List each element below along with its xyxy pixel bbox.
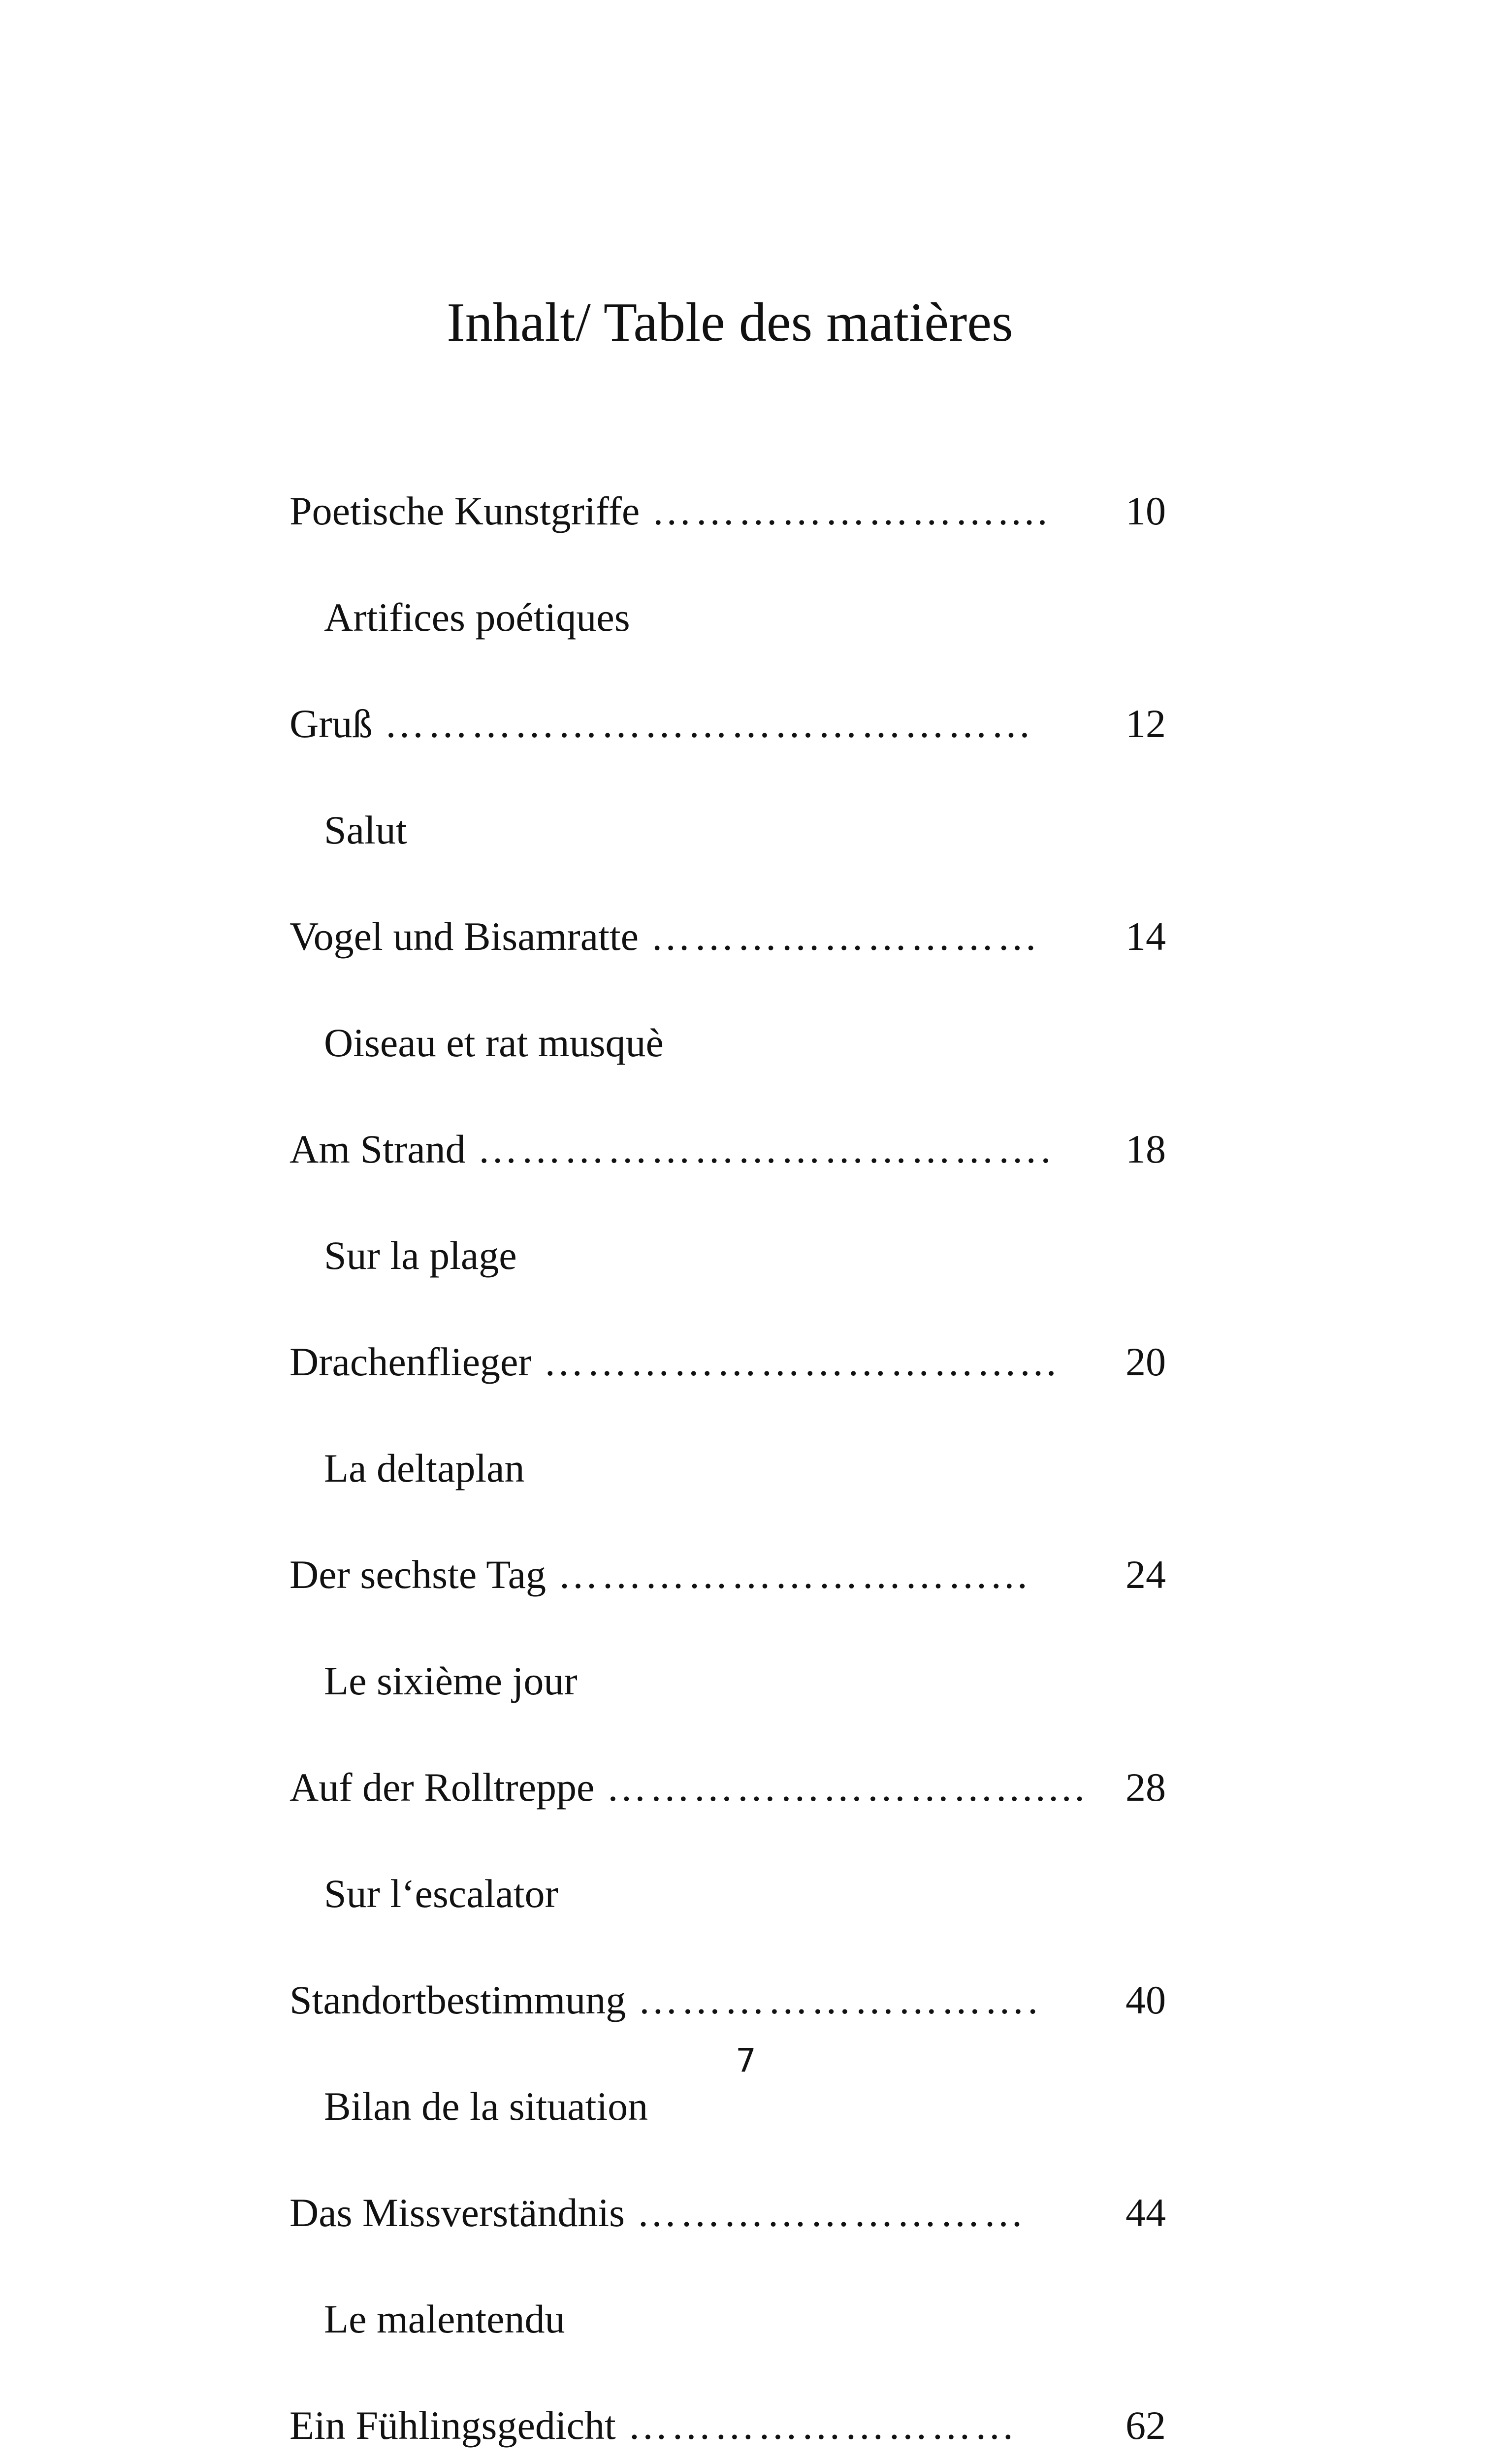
toc-leader-dots: ………………………....... [606, 1765, 1088, 1810]
toc-leader-dots: ……………………………... [543, 1339, 1060, 1384]
toc-subtitle: La deltaplan [324, 1446, 525, 1490]
toc-line [290, 458, 1166, 564]
toc-entry [290, 671, 1166, 883]
toc-subtitle: Le sixième jour [324, 1658, 578, 1703]
toc-page-number: 20 [1126, 1339, 1166, 1384]
toc-title: Vogel und Bisamratte [290, 914, 639, 959]
toc-title: Drachenflieger [290, 1339, 532, 1384]
toc-page-number: 24 [1126, 1552, 1166, 1597]
toc-line [290, 1096, 1166, 1202]
toc-entry [290, 1096, 1166, 1309]
toc-subtitle: Artifices poétiques [324, 595, 630, 640]
toc-line [290, 1522, 1166, 1628]
toc-title: Standortbestimmung [290, 1977, 626, 2022]
toc-subtitle: Sur l‘escalator [324, 1871, 558, 1916]
toc-line [290, 2372, 1166, 2462]
toc-entry [290, 1734, 1166, 1947]
toc-title: Am Strand [290, 1127, 466, 1171]
toc-subtitle: Sur la plage [324, 1233, 517, 1278]
toc-leader-dots: ………………………. [638, 1977, 1041, 2022]
toc-page-number: 18 [1126, 1127, 1166, 1171]
toc-line [290, 1734, 1166, 1841]
toc-subtitle: Oiseau et rat musquè [324, 1020, 664, 1065]
toc-page-number: 40 [1126, 1977, 1166, 2022]
toc-entry [290, 1309, 1166, 1522]
toc-leader-dots: …………………………... [558, 1552, 1030, 1597]
toc-subtitle: Salut [324, 808, 407, 852]
toc-entry [290, 883, 1166, 1096]
toc-leader-dots: ……………………… [637, 2190, 1027, 2235]
table-of-contents [290, 458, 1166, 2462]
toc-title: Der sechste Tag [290, 1552, 546, 1597]
page-number: 7 [736, 2041, 756, 2079]
toc-entry [290, 1522, 1166, 1734]
toc-leader-dots: …………………………………. [477, 1127, 1054, 1171]
toc-subtitle: Bilan de la situation [324, 2084, 648, 2129]
toc-page-number: 44 [1126, 2190, 1166, 2235]
toc-title: Auf der Rolltreppe [290, 1765, 595, 1810]
toc-page-number: 10 [1126, 488, 1166, 533]
toc-line [290, 1309, 1166, 1415]
toc-entry [290, 2372, 1166, 2462]
toc-page-number: 28 [1126, 1765, 1166, 1810]
toc-entry [290, 458, 1166, 671]
toc-title: Poetische Kunstgriffe [290, 488, 640, 533]
toc-subtitle: Le malentendu [324, 2297, 565, 2341]
toc-line [290, 671, 1166, 777]
toc-line [290, 883, 1166, 990]
toc-line [290, 1947, 1166, 2053]
page-title: Inhalt/ Table des matières [447, 292, 1013, 353]
toc-leader-dots: …………………….... [651, 488, 1051, 533]
toc-entry [290, 2160, 1166, 2372]
toc-leader-dots: ……………………… [650, 914, 1041, 959]
toc-page-number: 12 [1126, 701, 1166, 746]
toc-leader-dots: ……………………………………… [384, 701, 1034, 746]
toc-page-number: 14 [1126, 914, 1166, 959]
toc-title: Gruß [290, 701, 373, 746]
toc-page-number: 62 [1126, 2403, 1166, 2448]
toc-title: Das Missverständnis [290, 2190, 625, 2235]
toc-leader-dots: ……………………… [627, 2403, 1018, 2448]
toc-title: Ein Fühlingsgedicht [290, 2403, 616, 2448]
toc-line [290, 2160, 1166, 2266]
